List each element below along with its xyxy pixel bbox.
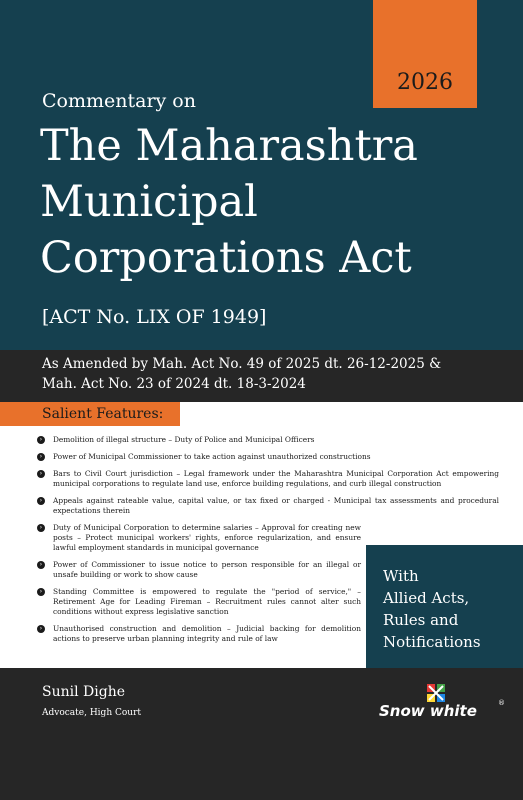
feature-text: Appeals against rateable value, capital value, or tax fixed or charged - Municipal tax assessments and procedural expectations therein: [53, 496, 499, 515]
amendment-line: Mah. Act No. 23 of 2024 dt. 18-3-2024: [42, 376, 306, 392]
cover-subtitle: Commentary on: [42, 90, 196, 112]
list-item: [37, 469, 499, 489]
feature-text: Bars to Civil Court jurisdiction – Legal framework under the Maharashtra Municipal Corporation Act empowering municipal corporations to regulate land use, enforce building regulations, and curb illegal construction: [53, 469, 499, 488]
feature-text: Standing Committee is empowered to regulate the "period of service," – Retirement Age for Leading Fireman – Recruitment rules cannot alter such conditions without express legislative sanction: [53, 587, 361, 616]
chevron-circle-icon: ›: [37, 625, 45, 633]
title-line: Corporations Act: [40, 233, 412, 283]
chevron-circle-icon: ›: [37, 470, 45, 478]
chevron-circle-icon: ›: [37, 436, 45, 444]
chevron-circle-icon: ›: [37, 588, 45, 596]
chevron-circle-icon: ›: [37, 453, 45, 461]
list-item: [37, 496, 499, 516]
list-item: [37, 587, 361, 617]
feature-text: Power of Commissioner to issue notice to person responsible for an illegal or unsafe building or work to show cause: [53, 560, 361, 579]
feature-text: Demolition of illegal structure – Duty of Police and Municipal Officers: [53, 435, 315, 444]
edition-year: 2026: [397, 70, 453, 95]
registered-mark: ®: [498, 699, 505, 707]
chevron-circle-icon: ›: [37, 524, 45, 532]
title-line: Municipal: [40, 177, 258, 227]
list-item: [37, 523, 361, 553]
author-role: Advocate, High Court: [42, 708, 141, 718]
amendment-line: As Amended by Mah. Act No. 49 of 2025 dt. 26-12-2025 &: [42, 356, 442, 372]
act-number: [ACT No. LIX OF 1949]: [42, 306, 267, 328]
author-name: Sunil Dighe: [42, 684, 125, 700]
book-title: [40, 118, 418, 286]
features-heading: Salient Features:: [42, 406, 164, 422]
title-line: The Maharashtra: [40, 121, 418, 171]
amendment-bar: [0, 350, 523, 402]
list-item: [37, 560, 361, 580]
allied-acts-text: With Allied Acts, Rules and Notifications: [383, 567, 481, 651]
list-item: [37, 452, 373, 462]
feature-text: Power of Municipal Commissioner to take action against unauthorized constructions: [53, 452, 371, 461]
publisher-logo-icon: [427, 684, 445, 702]
list-item: [37, 435, 373, 445]
chevron-circle-icon: ›: [37, 497, 45, 505]
publisher-name: Snow white: [379, 702, 477, 720]
feature-text: Duty of Municipal Corporation to determine salaries – Approval for creating new posts – Protect municipal workers' rights, enforce regularization, and ensure lawful employment standards in municipal governance: [53, 523, 361, 552]
chevron-circle-icon: ›: [37, 561, 45, 569]
list-item: [37, 624, 361, 644]
feature-text: Unauthorised construction and demolition – Judicial backing for demolition actions to preserve urban planning integrity and rule of law: [53, 624, 361, 643]
